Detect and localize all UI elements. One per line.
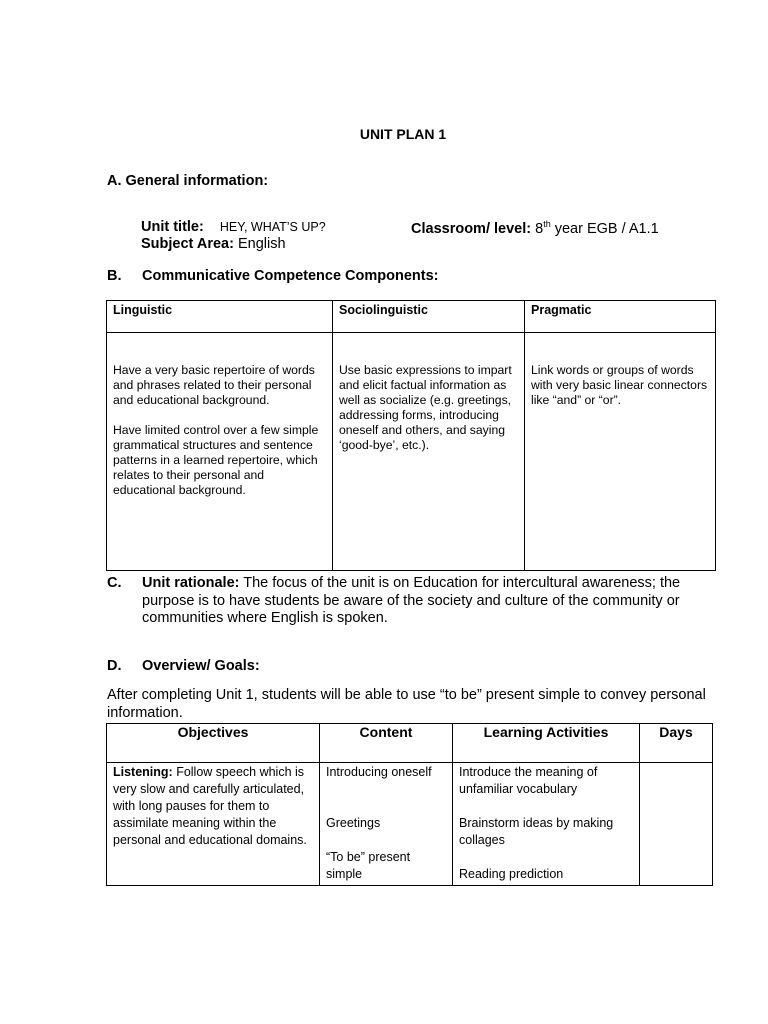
section-c [107,575,707,628]
classroom-level-field [411,219,659,237]
section-c-body [107,575,707,628]
unit-title-label: Unit title: [141,219,204,235]
classroom-value-suffix: year EGB / A1.1 [550,220,659,237]
competence-table [106,300,716,571]
overview-table-row [107,763,713,886]
competence-table-header [107,301,716,333]
objectives-cell [107,763,320,886]
header-pragmatic: Pragmatic [525,301,716,333]
linguistic-cell [107,333,333,571]
competence-table-row [107,333,716,571]
unit-title-value: HEY, WHAT’S UP? [219,220,326,234]
linguistic-paragraph: Have a very basic repertoire of words and phrases related to their personal and educational background. [113,363,315,407]
subject-area-field [141,236,286,252]
section-d-title: Overview/ Goals: [142,658,260,674]
objective-label: Listening: [113,765,173,779]
classroom-label: Classroom/ level: [411,220,532,237]
section-c-letter: C. [107,575,122,591]
classroom-value [535,221,659,237]
header-learning-activities: Learning Activities [453,724,640,763]
content-item: “To be” present simple [326,850,411,881]
classroom-value-grade: 8 [535,220,544,237]
section-b-letter: B. [107,268,122,284]
objective-text: Follow speech which is very slow and carefully articulated, with long pauses for them to assimilate meaning within the personal and educational domains. [113,765,307,847]
activity-item: Introduce the meaning of unfamiliar vocabulary [459,765,598,796]
activity-item: Brainstorm ideas by making collages [459,816,614,847]
sociolinguistic-paragraph: Use basic expressions to impart and elicit factual information as well as socialize (e.g. greetings, addressing forms, introducing oneself and others, and saying ‘good-bye’, etc.). [339,363,512,452]
section-d-letter: D. [107,658,122,674]
section-c-label: Unit rationale: [142,575,240,591]
header-objectives: Objectives [107,724,320,763]
content-item: Introducing oneself [326,765,432,779]
days-cell [640,763,713,886]
overview-intro: After completing Unit 1, students will be able to use “to be” present simple to convey personal information. [107,687,706,721]
pragmatic-paragraph: Link words or groups of words with very basic linear connectors like “and” or “or”. [531,363,708,407]
header-sociolinguistic: Sociolinguistic [333,301,525,333]
activities-cell [453,763,640,886]
header-days: Days [640,724,713,763]
section-b-title: Communicative Competence Components: [142,268,439,284]
overview-table-header [107,724,713,763]
content-item: Greetings [326,816,381,830]
section-d-heading [107,658,260,674]
header-linguistic: Linguistic [107,301,333,333]
linguistic-paragraph: Have limited control over a few simple grammatical structures and sentence patterns in a learned repertoire, which relates to their personal and educational background. [113,423,319,497]
subject-value: English [237,236,286,252]
sociolinguistic-cell [333,333,525,571]
content-cell [320,763,453,886]
unit-title-field [141,219,326,235]
section-a-heading: A. General information: [107,173,269,189]
activity-item: Reading prediction [459,867,564,881]
section-c-text: The focus of the unit is on Education for intercultural awareness; the purpose is to have students be aware of the society and culture of the community or communities where English is spoken. [142,575,681,626]
classroom-value-ordinal: th [543,219,551,229]
subject-label: Subject Area: [141,236,234,252]
overview-table [106,723,713,886]
section-b-heading [107,268,439,284]
pragmatic-cell [525,333,716,571]
page-title: UNIT PLAN 1 [359,126,447,142]
header-content: Content [320,724,453,763]
